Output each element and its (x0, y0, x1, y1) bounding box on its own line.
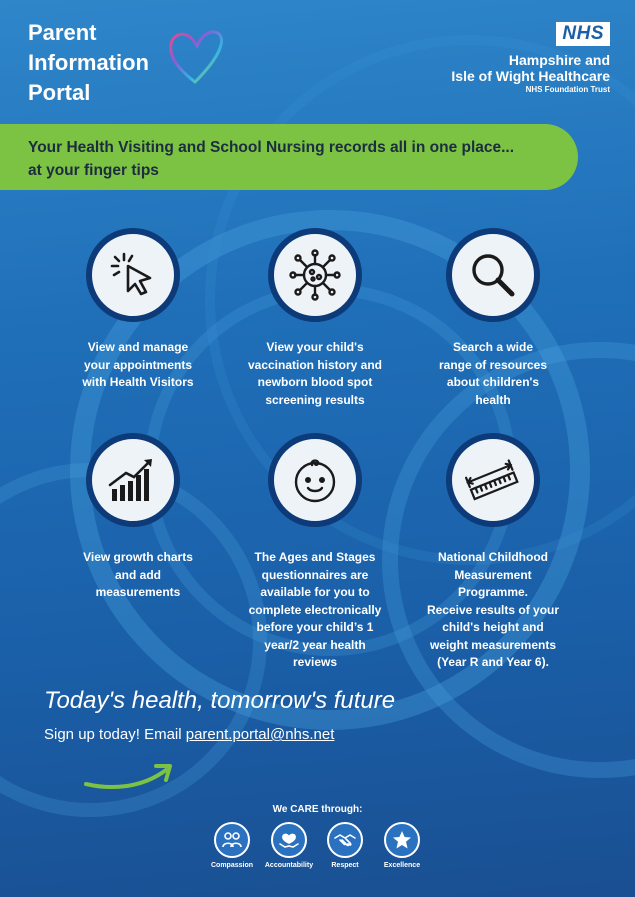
handshake-icon (327, 822, 363, 858)
tagline: Today's health, tomorrow's future (44, 687, 396, 714)
heart-logo-icon (165, 26, 225, 88)
ruler-icon (446, 433, 540, 527)
feature-line: weight measurements (429, 637, 557, 652)
portal-title-line: Information (28, 50, 149, 75)
banner-line: at your finger tips (28, 162, 159, 179)
handshake-heart-icon (271, 822, 307, 858)
star-icon (384, 822, 420, 858)
feature-text (230, 339, 400, 409)
feature-line: vaccination history and (247, 357, 383, 372)
value-label: Compassion (210, 862, 253, 869)
feature-text (408, 339, 578, 409)
virus-icon (268, 228, 362, 322)
email-link[interactable]: parent.portal@nhs.net (185, 726, 335, 743)
feature-text (230, 549, 400, 672)
feature-line: (Year R and Year 6). (437, 655, 549, 669)
feature-line: Search a wide (452, 340, 534, 354)
portal-title-line: Portal (28, 80, 91, 105)
feature-text (408, 549, 578, 672)
nhs-logo: NHS (556, 22, 610, 46)
nhs-trust-block (451, 22, 610, 96)
feature-line: screening results (265, 392, 365, 407)
org-name-line: Hampshire and (508, 52, 610, 68)
value-label: Respect (331, 862, 359, 869)
feature-line: newborn blood spot (257, 375, 373, 389)
banner-line: Your Health Visiting and School Nursing records all in one place... (28, 139, 515, 156)
feature-line: complete electronically (248, 602, 382, 617)
feature-line: Programme. (457, 585, 529, 599)
value-label: Excellence (383, 862, 421, 869)
people-icon (214, 822, 250, 858)
feature-line: measurements (95, 585, 181, 599)
value-excellence (367, 822, 437, 872)
feature-line: child's height and (442, 620, 544, 634)
feature-line: your appointments (83, 357, 192, 372)
feature-line: health (475, 392, 511, 407)
feature-line: National Childhood (438, 550, 548, 564)
feature-text (53, 549, 223, 602)
magnifier-icon (446, 228, 540, 322)
feature-line: View growth charts (83, 550, 193, 564)
org-name-line: Isle of Wight Healthcare (451, 68, 610, 84)
portal-title (28, 18, 178, 108)
feature-line: range of resources (438, 357, 548, 372)
growth-chart-icon (86, 433, 180, 527)
feature-text (53, 339, 223, 392)
signup-prefix: Sign up today! Email (44, 726, 186, 743)
feature-line: and add (114, 567, 161, 582)
feature-line: View your child's (266, 340, 364, 354)
baby-face-icon (268, 433, 362, 527)
portal-title-line: Parent (28, 20, 97, 45)
feature-line: questionnaires are (261, 567, 369, 582)
feature-line: The Ages and Stages (254, 550, 376, 564)
feature-line: Receive results of your (426, 602, 560, 617)
cursor-click-icon (86, 228, 180, 322)
feature-line: View and manage (87, 340, 189, 354)
org-trust: NHS Foundation Trust (525, 85, 610, 94)
feature-line: Measurement (454, 567, 532, 582)
feature-line: with Health Visitors (82, 375, 194, 389)
values-title: We CARE through: (272, 804, 363, 815)
feature-line: before your child’s 1 (256, 620, 374, 634)
headline-banner (0, 124, 578, 190)
feature-line: reviews (292, 655, 338, 669)
signup-line (44, 725, 334, 745)
arrow-icon (82, 756, 178, 792)
feature-line: available for you to (260, 585, 370, 599)
value-label: Accountability (264, 862, 314, 869)
feature-line: year/2 year health (264, 637, 366, 652)
feature-line: about children's (446, 375, 540, 389)
